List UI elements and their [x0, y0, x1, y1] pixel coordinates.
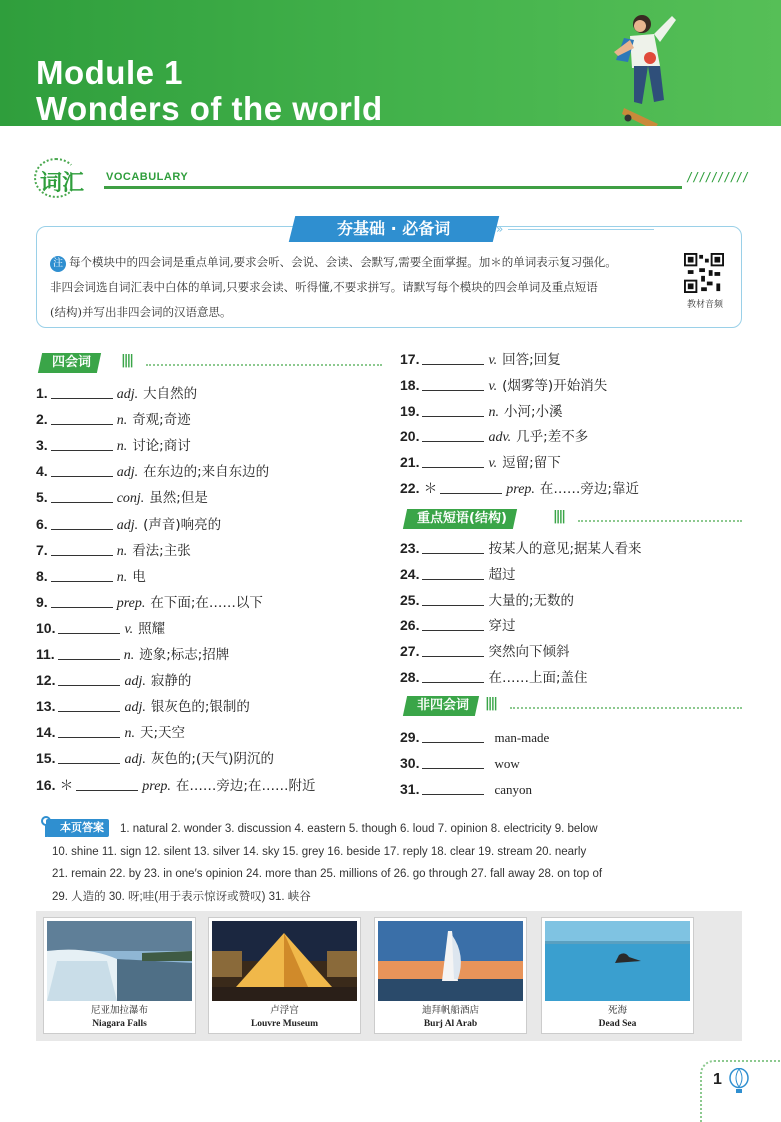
item-number: 1. [36, 385, 48, 401]
item-number: 9. [36, 593, 48, 610]
answer-blank[interactable] [422, 781, 484, 795]
answer-blank[interactable] [422, 617, 484, 631]
vocab-row [36, 408, 191, 430]
skateboarder-illustration [594, 4, 684, 126]
part-of-speech: adv. [488, 430, 512, 446]
meaning: 按某人的意见;据某人看来 [488, 541, 642, 557]
meaning: 在……旁边;靠近 [539, 481, 639, 497]
instruction-line-2: 非四会词选自词汇表中白体的单词,只要求会读、听得懂,不要求拼写。请默写每个模块的四会单词及重点短语 [50, 280, 598, 294]
note-tab-label: 夯基础 · 必备词 [337, 219, 451, 238]
part-of-speech: v. [488, 378, 498, 394]
module-title [36, 55, 383, 126]
vocab-row [36, 695, 250, 717]
vocab-row [36, 721, 185, 743]
item-number: 15. [36, 750, 56, 767]
meaning: 银灰色的;银制的 [150, 699, 250, 716]
section-tag-non-four-skills: 非四会词 [403, 696, 479, 716]
meaning: 突然向下倾斜 [488, 644, 570, 661]
meaning: 电 [132, 568, 146, 585]
answer-line-2: 10. shine 11. sign 12. silent 13. silver 14. sky 15. grey 16. beside 17. reply 18. clear 19. stream 20. nearly [52, 845, 587, 858]
meaning: 穿过 [488, 618, 516, 635]
vocab-row [36, 591, 263, 613]
meaning: 在……旁边;在……附近 [175, 777, 316, 794]
item-number: 10. [36, 619, 56, 636]
answer-blank[interactable] [51, 516, 113, 530]
item-number: 19. [400, 402, 420, 419]
answer-blank[interactable] [51, 411, 113, 425]
hot-air-balloon-icon [728, 1068, 750, 1094]
answer-blank[interactable] [422, 454, 484, 468]
photo-caption: 死海 Dead Sea [598, 1006, 637, 1029]
answer-blank[interactable] [422, 669, 484, 683]
answer-blank[interactable] [51, 463, 113, 477]
part-of-speech: v. [488, 353, 498, 368]
module-number: Module 1 [36, 54, 184, 91]
item-number: 7. [36, 541, 48, 558]
answer-blank[interactable] [51, 437, 113, 451]
part-of-speech: prep. [116, 595, 146, 611]
meaning: 讨论;商讨 [132, 438, 191, 455]
vocab-row [400, 374, 607, 396]
meaning: 看法;主张 [132, 542, 191, 559]
meaning: 寂静的 [150, 673, 192, 690]
item-number: 3. [36, 437, 48, 454]
meaning: 虽然;但是 [149, 490, 208, 507]
niagara-falls-photo [47, 921, 192, 1001]
vocab-row [36, 382, 197, 404]
item-number: 29. [400, 729, 420, 745]
part-of-speech: n. [488, 404, 499, 420]
dotted-rule [510, 707, 742, 709]
heading-hatch-decoration: ////////// [686, 170, 749, 184]
answer-blank[interactable] [58, 724, 120, 738]
part-of-speech: n. [116, 413, 128, 429]
item-number: 5. [36, 489, 48, 506]
answer-blank[interactable] [422, 351, 484, 365]
phrase-row [400, 537, 642, 559]
vocab-row [400, 425, 588, 447]
part-of-speech: n. [116, 543, 128, 559]
meaning: 回答;回复 [502, 352, 561, 368]
qr-label: 教材音频 [686, 300, 723, 310]
answer-blank[interactable] [422, 540, 484, 554]
answer-blank[interactable] [76, 777, 138, 791]
vocab-row [36, 774, 315, 796]
answer-blank[interactable] [51, 594, 113, 608]
vocab-row [36, 747, 274, 769]
meaning: 大量的;无数的 [488, 592, 575, 609]
photo-card-dead-sea [541, 917, 694, 1034]
item-number: 26. [400, 617, 420, 634]
vocab-row [36, 539, 191, 561]
item-number: 16. [36, 776, 56, 793]
vocab-row [400, 400, 563, 422]
meaning: 小河;小溪 [503, 403, 563, 420]
part-of-speech: conj. [116, 491, 145, 507]
meaning: 在东边的;来自东边的 [143, 464, 270, 481]
part-of-speech: adj. [124, 674, 146, 690]
part-of-speech: v. [488, 456, 498, 472]
meaning: 迹象;标志;招牌 [139, 647, 230, 663]
dotted-rule [578, 520, 742, 522]
item-number: 2. [36, 411, 48, 428]
answer-blank[interactable] [422, 729, 484, 743]
review-star-mark: ＊ [423, 481, 438, 497]
answer-blank[interactable] [51, 385, 113, 399]
item-number: 23. [400, 540, 420, 556]
phrase-row [400, 614, 515, 636]
page-number: 1 [713, 1071, 722, 1088]
english-word: man-made [494, 730, 550, 745]
phrase-row [400, 563, 515, 585]
phrase-row [400, 640, 569, 662]
answer-blank[interactable] [58, 672, 120, 686]
vocab-row [36, 460, 269, 482]
vocab-row [400, 451, 561, 473]
part-of-speech: n. [123, 648, 135, 663]
item-number: 25. [400, 591, 420, 608]
photo-card-niagara [43, 917, 196, 1034]
review-star-mark: ＊ [59, 777, 74, 794]
answer-blank[interactable] [51, 568, 113, 582]
tag-bars-decoration: |||| [553, 509, 564, 524]
answer-blank[interactable] [51, 489, 113, 503]
answer-key-label: 本页答案 [46, 819, 109, 837]
answer-blank[interactable] [422, 403, 484, 417]
phrase-row [400, 666, 588, 688]
burj-al-arab-photo [378, 921, 523, 1001]
meaning: 几乎;差不多 [516, 429, 589, 446]
answer-blank[interactable] [58, 698, 120, 712]
part-of-speech: adj. [116, 465, 139, 481]
item-number: 31. [400, 780, 420, 797]
item-number: 6. [36, 515, 48, 532]
answer-blank[interactable] [58, 750, 120, 764]
meaning: (烟雾等)开始消失 [502, 377, 608, 394]
qr-code-icon[interactable] [684, 253, 724, 293]
note-badge-icon: 注 [50, 256, 66, 272]
part-of-speech: n. [116, 439, 128, 455]
non-four-row [400, 726, 549, 748]
item-number: 24. [400, 565, 420, 582]
item-number: 17. [400, 351, 420, 367]
item-number: 18. [400, 376, 420, 393]
answer-blank[interactable] [422, 643, 484, 657]
part-of-speech: v. [124, 621, 134, 637]
vocabulary-heading-en: VOCABULARY [106, 171, 189, 183]
item-number: 28. [400, 669, 420, 685]
vocab-row [36, 643, 229, 665]
answer-key [52, 818, 732, 908]
part-of-speech: n. [124, 726, 135, 742]
non-four-row [400, 752, 520, 774]
meaning: (声音)响亮的 [143, 516, 222, 533]
photo-strip [36, 911, 742, 1041]
english-word: wow [494, 755, 520, 771]
louvre-museum-photo [212, 921, 357, 1001]
instruction-text [50, 250, 680, 325]
meaning: 奇观;奇迹 [132, 412, 191, 429]
dotted-rule [146, 364, 382, 366]
answer-blank[interactable] [422, 755, 484, 769]
photo-caption: 尼亚加拉瀑布 Niagara Falls [90, 1006, 148, 1029]
part-of-speech: prep. [506, 482, 535, 497]
answer-line-3: 21. remain 22. by 23. in one′s opinion 24. more than 25. millions of 26. go through 27. fall away 28. on top of [52, 868, 603, 880]
answer-blank[interactable] [422, 428, 484, 442]
tag-bars-decoration: |||| [485, 696, 496, 711]
part-of-speech: adj. [116, 387, 139, 402]
meaning: 灰色的;(天气)阴沉的 [150, 751, 274, 768]
item-number: 11. [36, 646, 55, 662]
double-chevron-icon: » [496, 222, 504, 236]
photo-card-burj-al-arab [374, 917, 527, 1034]
item-number: 8. [36, 567, 48, 584]
part-of-speech: adj. [116, 517, 139, 533]
tag-bars-decoration: |||| [121, 353, 132, 368]
vocab-row [36, 565, 146, 587]
vocab-row [400, 348, 561, 370]
answer-line-4: 29. 人造的 30. 呀;哇(用于表示惊讶或赞叹) 31. 峡谷 [52, 890, 311, 903]
meaning: 天;天空 [139, 725, 186, 742]
part-of-speech: adj. [124, 700, 146, 716]
photo-caption: 迪拜帆船酒店 Burj Al Arab [421, 1006, 479, 1029]
vocabulary-heading [34, 158, 749, 198]
item-number: 20. [400, 428, 420, 445]
vocab-row [36, 486, 208, 508]
tab-rule [508, 229, 654, 230]
meaning: 大自然的 [143, 386, 198, 402]
meaning: 在……上面;盖住 [488, 670, 588, 686]
answer-blank[interactable] [440, 480, 502, 494]
item-number: 22. [400, 480, 420, 496]
meaning: 超过 [488, 566, 516, 583]
phrase-row [400, 589, 574, 611]
part-of-speech: n. [116, 569, 128, 585]
answer-blank[interactable] [58, 620, 120, 634]
vocab-row [400, 477, 639, 499]
item-number: 14. [36, 724, 56, 741]
section-tag-four-skills: 四会词 [38, 353, 101, 373]
dead-sea-photo [545, 921, 690, 1001]
answer-blank[interactable] [422, 566, 484, 580]
photo-caption: 卢浮宫 Louvre Museum [250, 1006, 319, 1029]
item-number: 13. [36, 698, 56, 715]
part-of-speech: prep. [142, 778, 171, 794]
heading-rule [104, 186, 682, 189]
section-tag-key-phrases: 重点短语(结构) [403, 509, 517, 529]
note-tab [289, 216, 499, 242]
non-four-row [400, 778, 532, 800]
instruction-line-1: 每个模块中的四会词是重点单词,要求会听、会说、会读、会默写,需要全面掌握。加＊的单词表示复习强化。 [69, 255, 617, 269]
vocab-row [36, 617, 165, 639]
instruction-line-3: (结构)并写出非四会词的汉语意思。 [50, 305, 232, 319]
photo-card-louvre [208, 917, 361, 1034]
header-banner [0, 0, 781, 126]
item-number: 27. [400, 643, 420, 660]
answer-line-1: 1. natural 2. wonder 3. discussion 4. eastern 5. though 6. loud 7. opinion 8. electricity 9. below [120, 823, 598, 835]
vocabulary-heading-zh: 词汇 [40, 171, 85, 196]
item-number: 4. [36, 463, 48, 480]
answer-blank[interactable] [422, 377, 484, 391]
module-name: Wonders of the world [36, 90, 383, 126]
meaning: 逗留;留下 [502, 455, 561, 472]
vocab-row [36, 669, 191, 691]
part-of-speech: adj. [124, 752, 146, 768]
item-number: 12. [36, 672, 56, 689]
answer-blank[interactable] [422, 592, 484, 606]
vocab-row [36, 513, 221, 535]
item-number: 21. [400, 454, 420, 471]
answer-blank[interactable] [58, 646, 120, 660]
item-number: 30. [400, 754, 420, 771]
vocab-row [36, 434, 191, 456]
english-word: canyon [494, 781, 533, 797]
answer-blank[interactable] [51, 542, 113, 556]
meaning: 在下面;在……以下 [150, 594, 263, 611]
meaning: 照耀 [138, 620, 166, 637]
